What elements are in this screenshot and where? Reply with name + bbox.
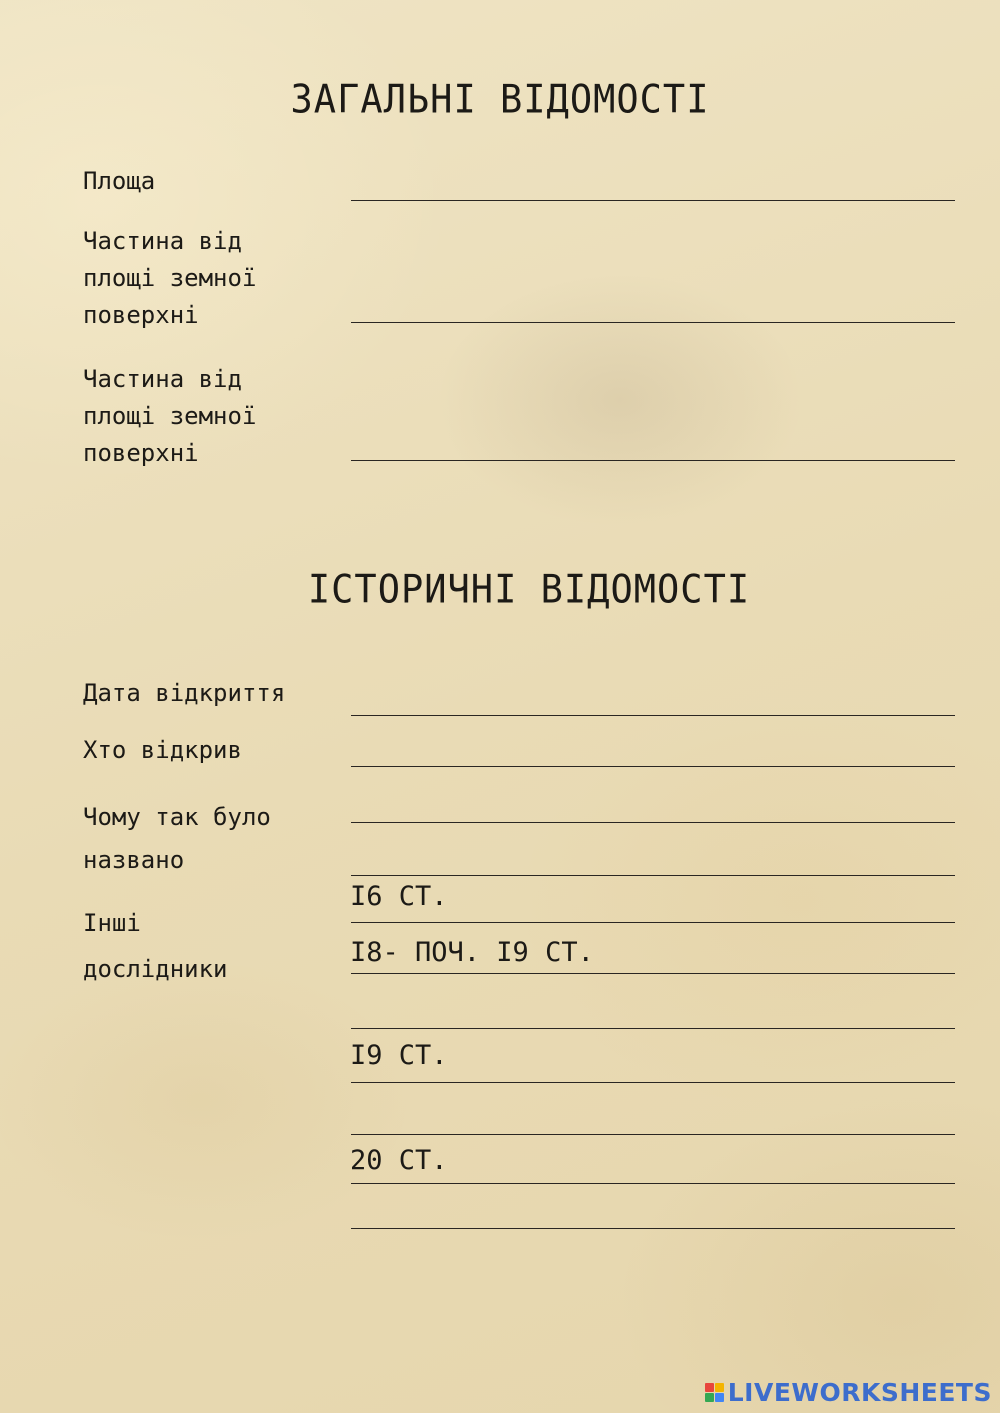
surface-share-answer-line-1[interactable]: [351, 322, 955, 323]
area-answer-line[interactable]: [351, 200, 955, 201]
other-researchers-label: Інші дослідники: [83, 909, 228, 983]
discovery-date-answer-line[interactable]: [351, 715, 955, 716]
era-19th-answer-line-1[interactable]: [351, 1082, 955, 1083]
era-20th-century: 20 СТ.: [350, 1145, 448, 1176]
liveworksheets-logo[interactable]: [705, 1377, 992, 1407]
surface-share-label-1: Частина від площі земної поверхні: [83, 227, 257, 329]
discoverer-answer-line[interactable]: [351, 766, 955, 767]
era-16th-answer-line[interactable]: [351, 922, 955, 923]
era-16th-century: I6 СТ.: [350, 881, 448, 912]
logo-text: LIVEWORKSHEETS: [727, 1377, 992, 1407]
surface-share-label-2: Частина від площі земної поверхні: [83, 365, 257, 467]
historical-heading: ІСТОРИЧНІ ВІДОМОСТІ: [307, 566, 751, 613]
era-18th-early-19th-century: I8- ПОЧ. I9 СТ.: [350, 937, 594, 968]
discoverer-label: Хто відкрив: [83, 736, 242, 764]
naming-reason-answer-line-2[interactable]: [351, 875, 955, 876]
era-18th-answer-line-2[interactable]: [351, 1028, 955, 1029]
era-19th-century: I9 СТ.: [350, 1040, 448, 1071]
era-20th-answer-line-2[interactable]: [351, 1228, 955, 1229]
era-19th-answer-line-2[interactable]: [351, 1134, 955, 1135]
discovery-date-label: Дата відкриття: [83, 679, 286, 707]
liveworksheets-icon: [705, 1383, 724, 1402]
general-heading: ЗАГАЛЬНІ ВІДОМОСТІ: [290, 76, 710, 123]
era-20th-answer-line-1[interactable]: [351, 1183, 955, 1184]
surface-share-answer-line-2[interactable]: [351, 460, 955, 461]
area-label: Площа: [83, 167, 156, 195]
naming-reason-label: Чому так було названо: [83, 803, 271, 874]
era-18th-answer-line-1[interactable]: [351, 973, 955, 974]
naming-reason-answer-line-1[interactable]: [351, 822, 955, 823]
